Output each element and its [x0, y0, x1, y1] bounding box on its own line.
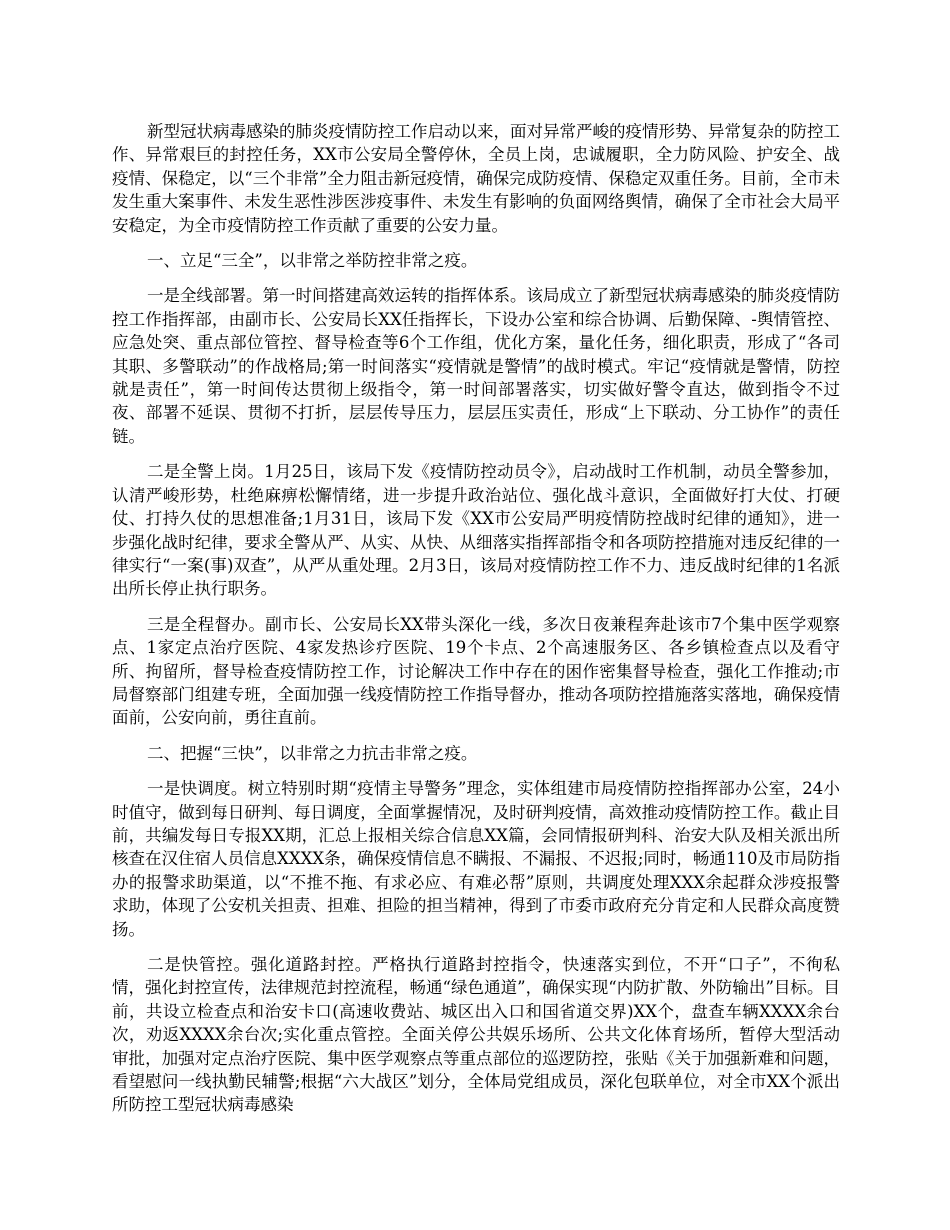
section-heading-1: 一、立足“三全”，以非常之举防控非常之疫。 — [147, 251, 478, 271]
paragraph-fast-dispatch: 一是快调度。树立特别时期“疫情主导警务”理念，实体组建市局疫情防控指挥部办公室，24小时值守，做到每日研判、每日调度，全面掌握情况，及时研判疫情，高效推动疫情防控工作。截止目前，共编发每日专报XX期，汇总上报相关综合信息XX篇，会同情报研判科、治安大队及相关派出所核查在汉住宿人员信息XXXX条，确保疫情信息不瞒报、不漏报、不迟报;同时，畅通110及市局防指办的报警求助渠道，以“不推不拖、有求必应、有难必帮”原则，共调度处理XXX余起群众涉疫报警求助，体现了公安机关担责、担难、担险的担当精神，得到了市委市政府充分肯定和人民群众高度赞扬。 — [112, 779, 840, 939]
section-heading-2: 二、把握“三快”，以非常之力抗击非常之疫。 — [147, 743, 478, 763]
document-body — [112, 120, 840, 1129]
paragraph-full-staff: 二是全警上岗。1月25日，该局下发《疫情防控动员令》，启动战时工作机制，动员全警参加，认清严峻形势，杜绝麻痹松懈情绪，进一步提升政治站位、强化战斗意识，全面做好打大仗、打硬仗、打持久仗的思想准备;1月31日，该局下发《XX市公安局严明疫情防控战时纪律的通知》，进一步强化战时纪律，要求全警从严、从实、从快、从细落实指挥部指令和各项防控措施对违反纪律的一律实行“一案(事)双查”，从严从重处理。2月3日，该局对疫情防控工作不力、违反战时纪律的1名派出所长停止执行职务。 — [112, 462, 840, 599]
paragraph-full-supervision: 三是全程督办。副市长、公安局长XX带头深化一线，多次日夜兼程奔赴该市7个集中医学观察点、1家定点治疗医院、4家发热诊疗医院、19个卡点、2个高速服务区、各乡镇检查点以及看守所、拘留所，督导检查疫情防控工作，讨论解决工作中存在的困作密集督导检查，强化工作推动;市局督察部门组建专班，全面加强一线疫情防控工作指导督办，推动各项防控措施落实落地，确保疫情面前，公安向前，勇往直前。 — [112, 614, 840, 728]
paragraph-fast-control: 二是快管控。强化道路封控。严格执行道路封控指令，快速落实到位，不开“口子”，不徇私情，强化封控宣传，法律规范封控流程，畅通“绿色通道”，确保实现“内防扩散、外防输出”目标。目前，共设立检查点和治安卡口(高速收费站、城区出入口和国省道交界)XX个，盘查车辆XXXX余台次，劝返XXXX余台次;实化重点管控。全面关停公共娱乐场所、公共文化体育场所，暂停大型活动审批，加强对定点治疗医院、集中医学观察点等重点部位的巡逻防控，张贴《关于加强新难和问题，看望慰问一线执勤民辅警;根据“六大战区”划分，全体局党组成员，深化包联单位，对全市XX个派出所防控工型冠状病毒感染 — [112, 955, 840, 1115]
paragraph-intro: 新型冠状病毒感染的肺炎疫情防控工作启动以来，面对异常严峻的疫情形势、异常复杂的防控工作、异常艰巨的封控任务，XX市公安局全警停休，全员上岗，忠诚履职，全力防风险、护安全、战疫情、保稳定，以“三个非常”全力阻击新冠疫情，确保完成防疫情、保稳定双重任务。目前，全市未发生重大案事件、未发生恶性涉医涉疫事件、未发生有影响的负面网络舆情，确保了全市社会大局平安稳定，为全市疫情防控工作贡献了重要的公安力量。 — [112, 122, 840, 235]
paragraph-full-deployment: 一是全线部署。第一时间搭建高效运转的指挥体系。该局成立了新型冠状病毒感染的肺炎疫情防控工作指挥部，由副市长、公安局长XX任指挥长，下设办公室和综合协调、后勤保障、-舆情管控、应急处突、重点部位管控、督导检查等6个工作组，优化方案，量化任务，细化职责，形成了“各司其职、多警联动”的作战格局;第一时间落实“疫情就是警情”的战时模式。牢记“疫情就是警情，防控就是责任”，第一时间传达贯彻上级指令，第一时间部署落实，切实做好警令直达，做到指令不过夜、部署不延误、贯彻不打折，层层传导压力，层层压实责任，形成“上下联动、分工协作”的责任链。 — [112, 286, 840, 446]
